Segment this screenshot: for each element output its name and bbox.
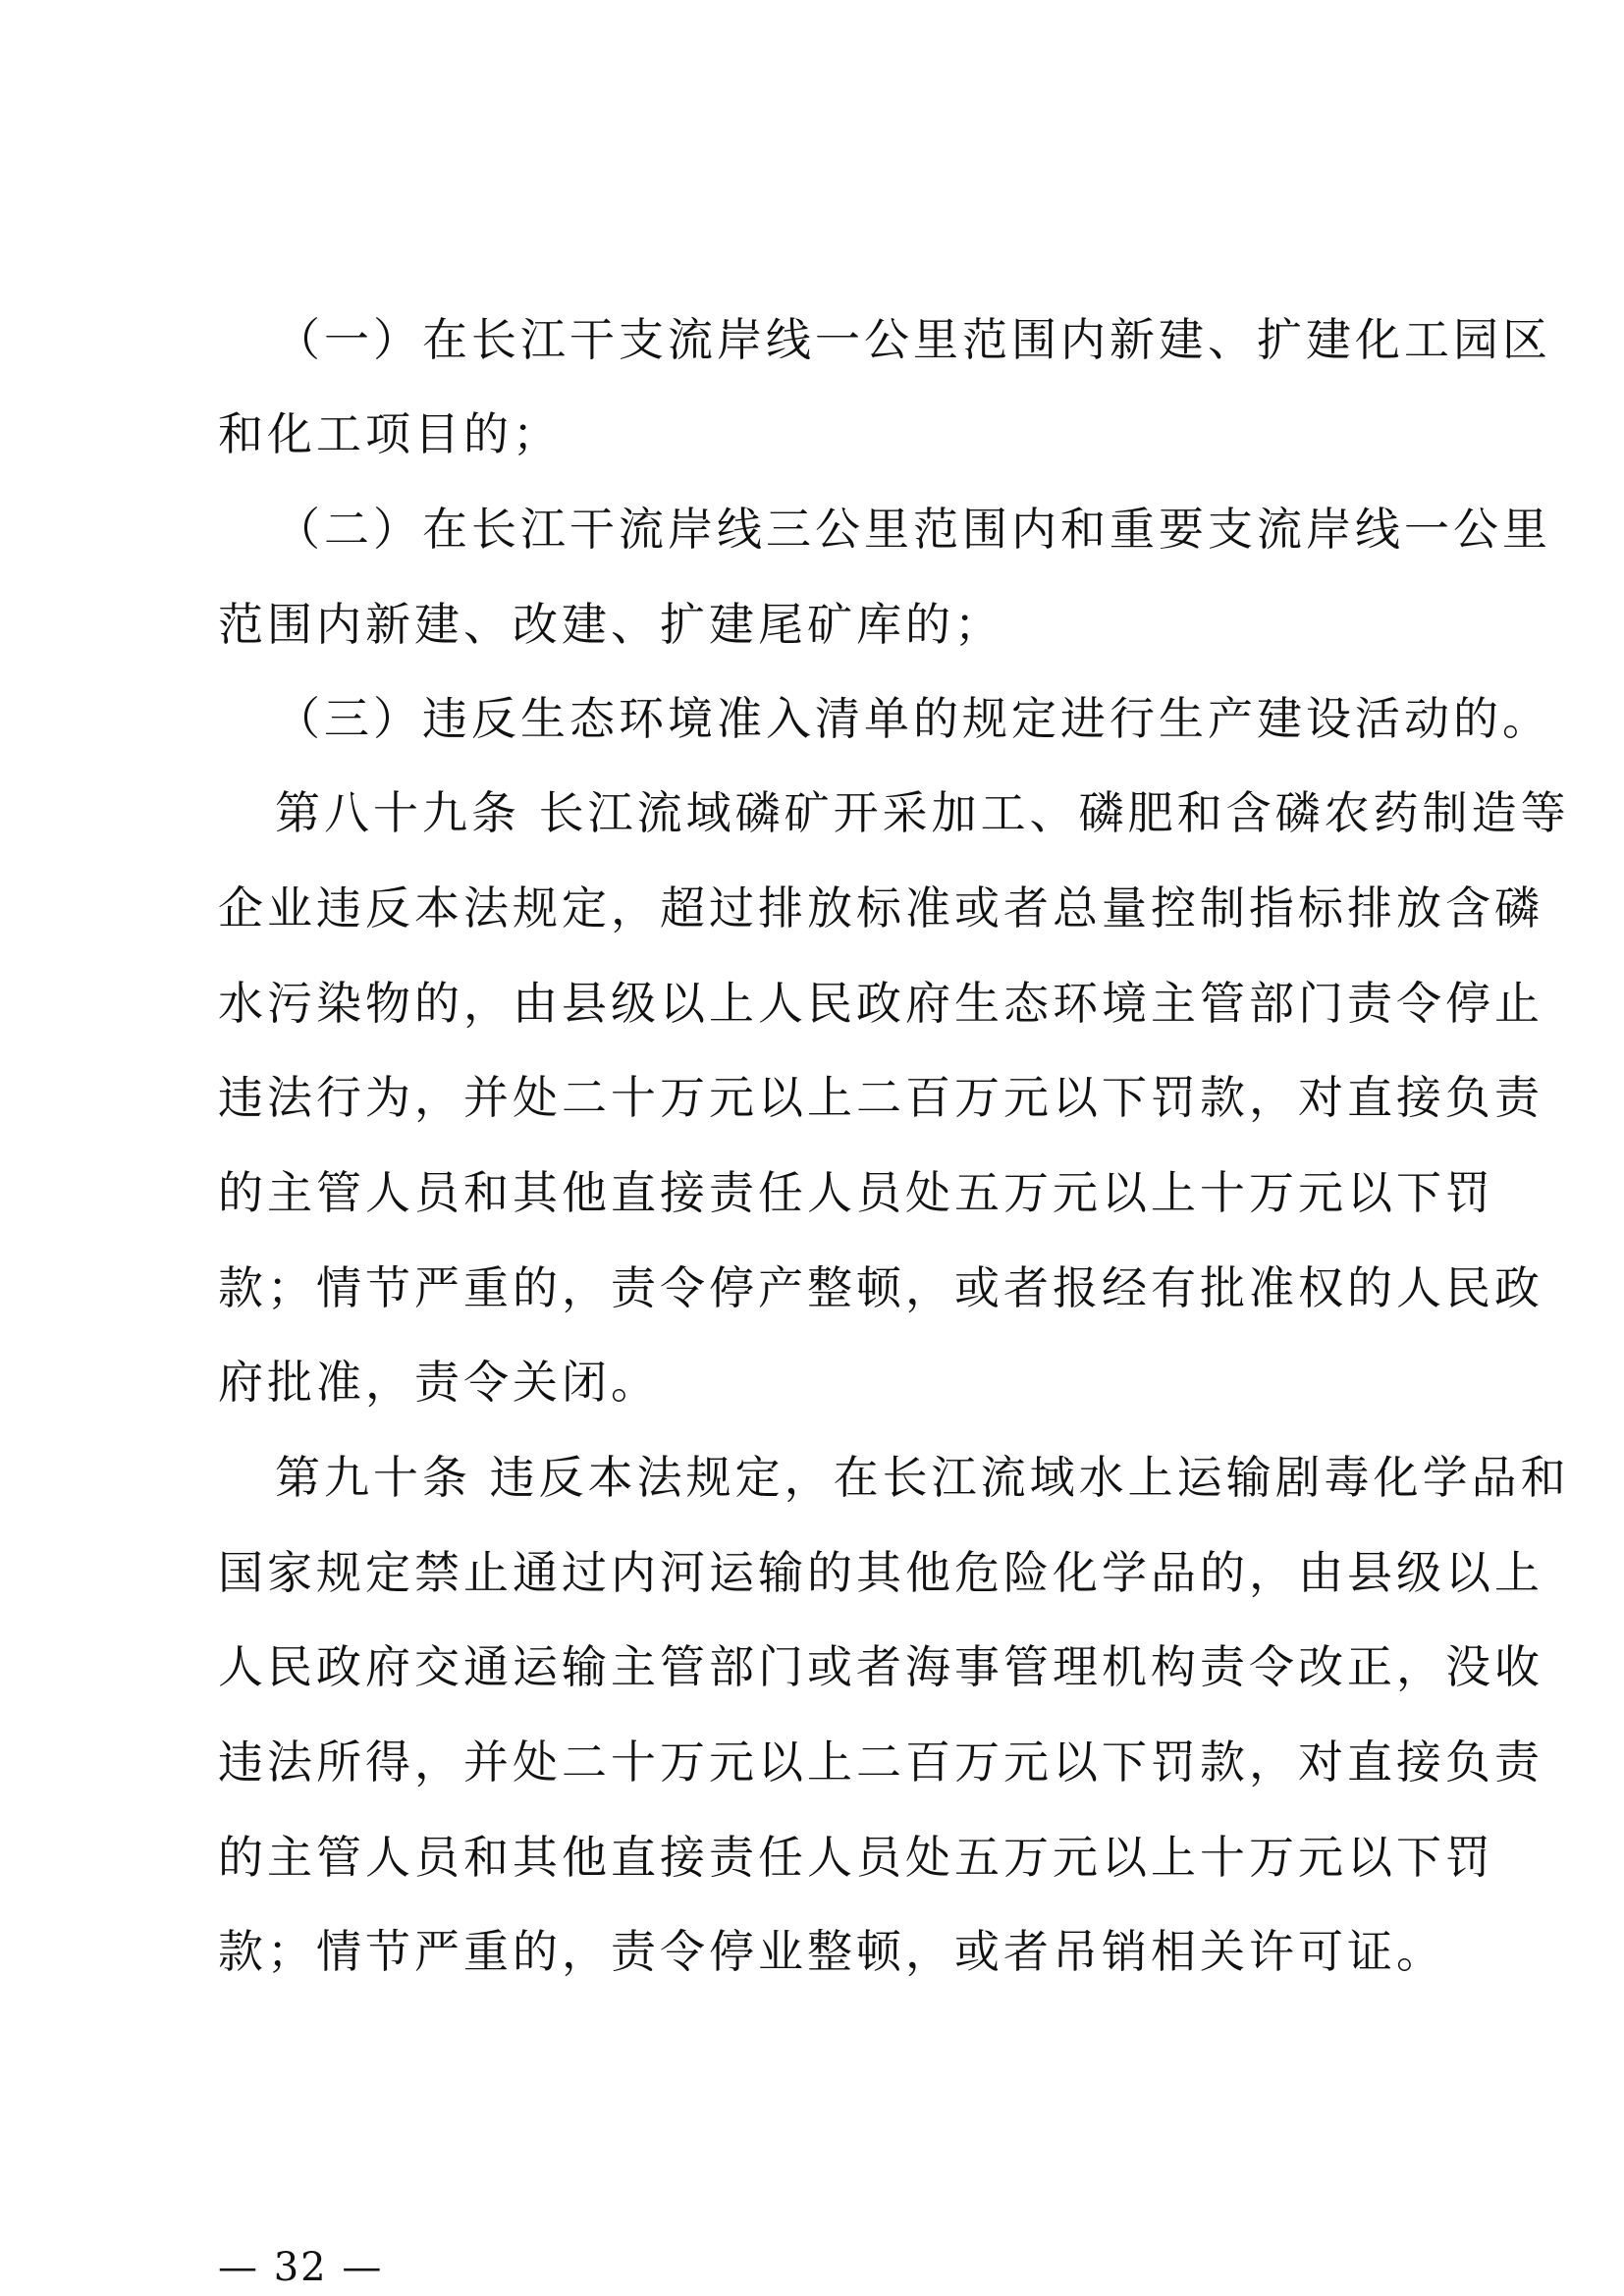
article-89-line-4: 违法行为，并处二十万元以上二百万元以下罚款，对直接负责 xyxy=(218,1071,1543,1124)
page-number: — 32 — xyxy=(218,2245,384,2290)
article-90-line-2: 国家规定禁止通过内河运输的其他危险化学品的，由县级以上 xyxy=(218,1546,1543,1599)
paragraph-2-line-1: （二）在长江干流岸线三公里范围内和重要支流岸线一公里 xyxy=(275,503,1551,556)
paragraph-3-line-1: （三）违反生态环境准入清单的规定进行生产建设活动的。 xyxy=(275,692,1551,745)
article-89-line-7: 府批准，责令关闭。 xyxy=(218,1356,660,1409)
paragraph-1-line-2: 和化工项目的； xyxy=(218,407,562,460)
article-90-line-5: 的主管人员和其他直接责任人员处五万元以上十万元以下罚 xyxy=(218,1831,1494,1884)
article-89-line-6: 款；情节严重的，责令停产整顿，或者报经有批准权的人民政 xyxy=(218,1261,1543,1314)
article-89-line-3: 水污染物的，由县级以上人民政府生态环境主管部门责令停止 xyxy=(218,977,1543,1030)
article-89-line-2: 企业违反本法规定，超过排放标准或者总量控制指标排放含磷 xyxy=(218,881,1543,934)
article-90-line-4: 违法所得，并处二十万元以上二百万元以下罚款，对直接负责 xyxy=(218,1735,1543,1789)
article-90-line-3: 人民政府交通运输主管部门或者海事管理机构责令改正，没收 xyxy=(218,1640,1543,1693)
article-90-line-6: 款；情节严重的，责令停业整顿，或者吊销相关许可证。 xyxy=(218,1925,1445,1978)
article-90-line-1: 第九十条 违反本法规定，在长江流域水上运输剧毒化学品和 xyxy=(275,1451,1570,1504)
paragraph-1-line-1: （一）在长江干支流岸线一公里范围内新建、扩建化工园区 xyxy=(275,313,1551,366)
article-89-line-5: 的主管人员和其他直接责任人员处五万元以上十万元以下罚 xyxy=(218,1166,1494,1219)
paragraph-2-line-2: 范围内新建、改建、扩建尾矿库的； xyxy=(218,598,1003,651)
article-89-line-1: 第八十九条 长江流域磷矿开采加工、磷肥和含磷农药制造等 xyxy=(275,786,1570,839)
